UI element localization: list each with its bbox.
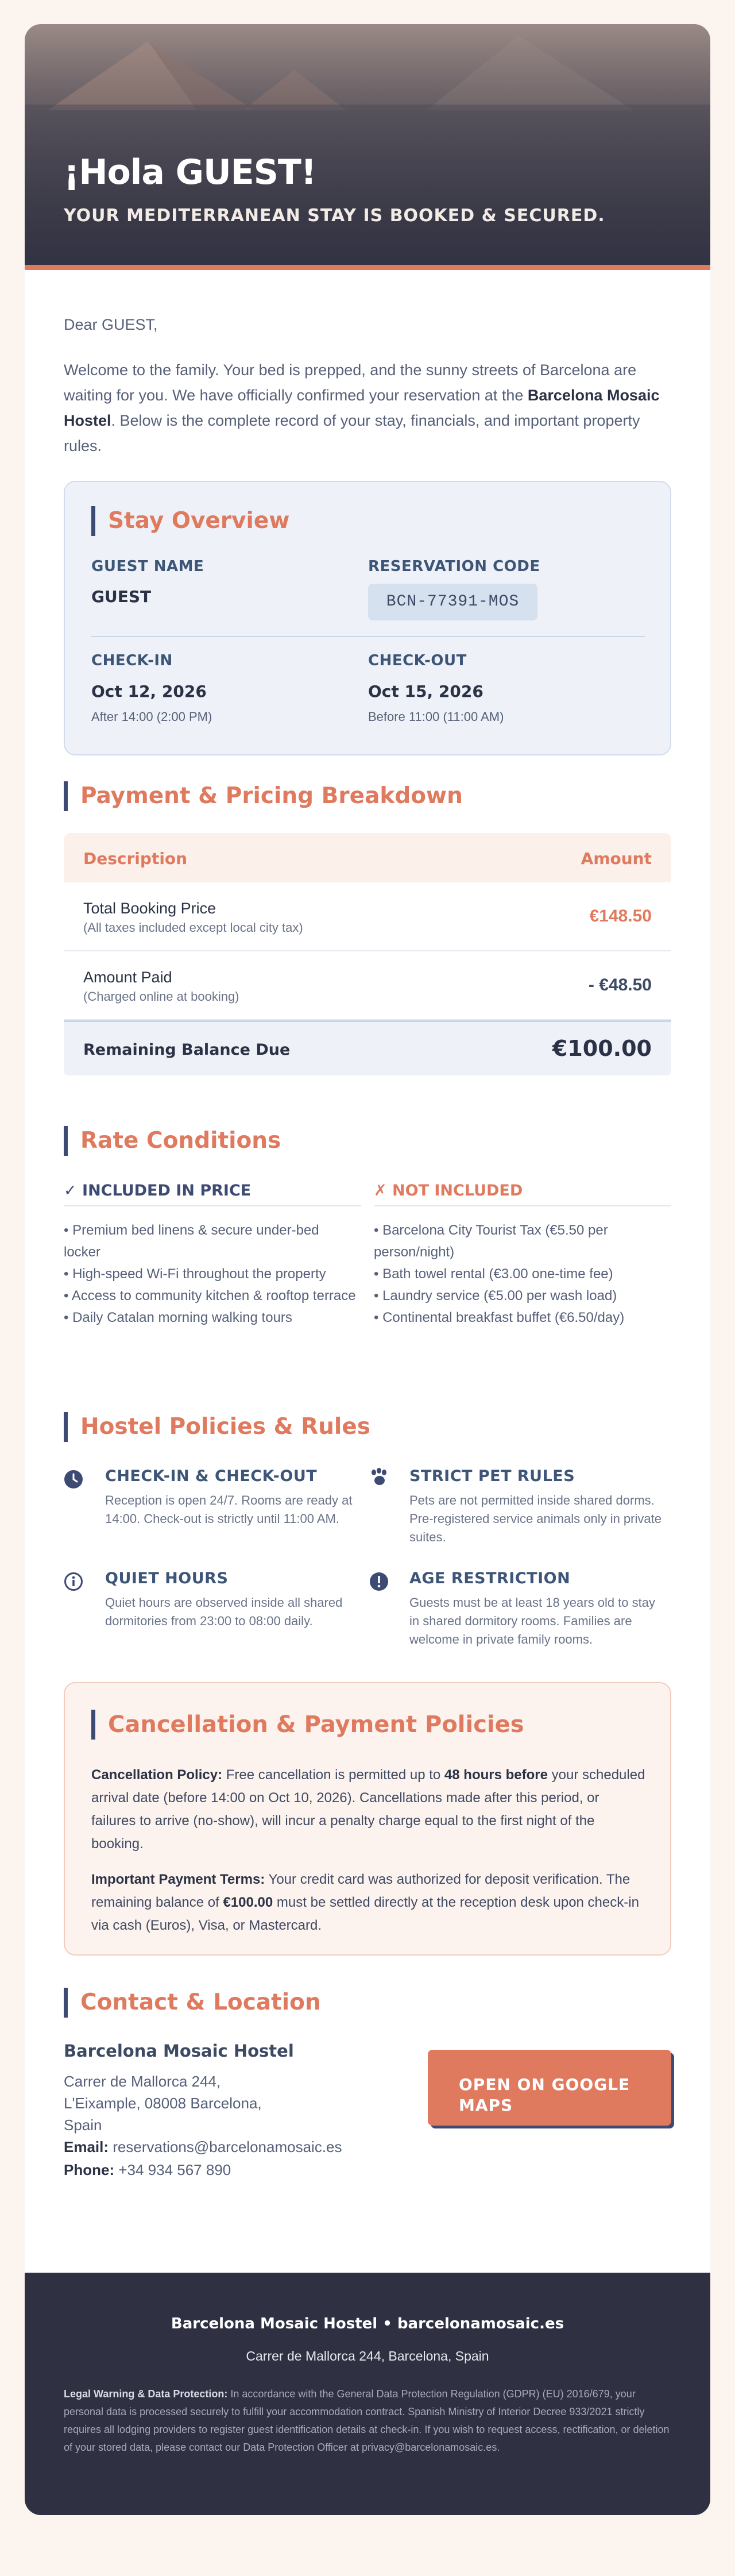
list-item: • Laundry service (€5.00 per wash load) xyxy=(374,1288,617,1304)
table-row-balance-due xyxy=(64,1020,671,1075)
reservation-code-label: RESERVATION CODE xyxy=(368,558,540,575)
row-amount: - €48.50 xyxy=(588,975,652,994)
hero-subtitle: YOUR MEDITERRANEAN STAY IS BOOKED & SECURED. xyxy=(64,206,605,226)
cancellation-box xyxy=(64,1682,671,1956)
reservation-code-value: BCN-77391-MOS xyxy=(368,584,537,620)
policy-title-check-in: CHECK-IN & CHECK-OUT xyxy=(105,1467,318,1485)
row-label: Total Booking Price xyxy=(83,900,216,917)
greeting: Dear GUEST, xyxy=(64,316,158,333)
balance-due-label: Remaining Balance Due xyxy=(83,1041,291,1059)
intro-text-2: . Below is the complete record of your stay, financials, and important property rules. xyxy=(64,412,640,454)
hero-title: ¡Hola GUEST! xyxy=(64,152,316,192)
list-item: • Barcelona City Tourist Tax (€5.50 per person/night) xyxy=(374,1223,608,1260)
row-amount: €148.50 xyxy=(589,907,652,925)
clock-icon xyxy=(64,1470,83,1489)
address-line: Carrer de Mallorca 244, xyxy=(64,2073,221,2090)
legal-notice xyxy=(64,2385,671,2457)
row-note: (Charged online at booking) xyxy=(83,989,239,1004)
paw-icon xyxy=(369,1468,389,1487)
check-in-date: Oct 12, 2026 xyxy=(91,682,207,701)
footer-address: Carrer de Mallorca 244, Barcelona, Spain xyxy=(246,2349,489,2363)
footer xyxy=(25,2273,710,2515)
check-in-label: CHECK-IN xyxy=(91,652,173,669)
contact-email xyxy=(64,2138,342,2156)
payment-terms-text: Your credit card was authorized for deposit verification. The remaining balance of xyxy=(91,1872,630,1910)
not-included-heading: ✗ NOT INCLUDED xyxy=(374,1182,671,1206)
cancellation-deadline: 48 hours before xyxy=(444,1767,548,1783)
not-included-list xyxy=(374,1220,667,1329)
cancellation-text: Free cancellation is permitted up to xyxy=(222,1767,444,1783)
footer-brand: Barcelona Mosaic Hostel • barcelonamosaic.es xyxy=(171,2315,564,2332)
payment-terms-paragraph xyxy=(91,1868,646,1937)
contact-section-title: Contact & Location xyxy=(64,1988,321,2018)
payment-table xyxy=(64,833,671,1075)
phone-link[interactable]: +34 934 567 890 xyxy=(114,2161,231,2178)
intro-text-1: Welcome to the family. Your bed is prepped, and the sunny streets of Barcelona are waiting for you. We have officially confirmed your reservation at the xyxy=(64,361,637,404)
balance-due-amount: €100.00 xyxy=(552,1036,652,1061)
policy-body-age: Guests must be at least 18 years old to stay in shared dormitory rooms. Families are welcome in private family rooms. xyxy=(409,1595,655,1646)
policy-body-check-in: Reception is open 24/7. Rooms are ready at 14:00. Check-out is strictly until 11:00 AM. xyxy=(105,1493,353,1526)
address-line: L'Eixample, 08008 Barcelona, xyxy=(64,2095,262,2112)
table-row-total-price xyxy=(64,882,671,951)
row-label: Amount Paid xyxy=(83,969,172,986)
guest-name-value: GUEST xyxy=(91,587,152,606)
intro-paragraph xyxy=(64,357,671,458)
check-out-date: Oct 15, 2026 xyxy=(368,682,483,701)
address-line: Spain xyxy=(64,2116,102,2134)
list-item: • Bath towel rental (€3.00 one-time fee) xyxy=(374,1266,613,1282)
included-heading: ✓ INCLUDED IN PRICE xyxy=(64,1182,361,1206)
cancellation-text: your scheduled arrival date (before 14:00 on Oct 10, 2026). Cancellations made after this period, or failures to arrive (no-show), will incur a penalty charge equal to the first night of the booking. xyxy=(91,1767,645,1852)
payment-table-header xyxy=(64,833,671,882)
divider xyxy=(91,636,645,637)
contact-phone xyxy=(64,2161,231,2179)
list-item: • Access to community kitchen & rooftop terrace xyxy=(64,1288,356,1304)
policies-section-title: Hostel Policies & Rules xyxy=(64,1412,370,1442)
cancellation-policy-paragraph xyxy=(91,1764,646,1856)
email-label: Email: xyxy=(64,2138,109,2155)
policy-body-pets: Pets are not permitted inside shared dorms. Pre-registered service animals only in private suites. xyxy=(409,1493,662,1544)
hero-banner xyxy=(25,24,710,270)
check-out-label: CHECK-OUT xyxy=(368,652,467,669)
policy-title-age: AGE RESTRICTION xyxy=(409,1569,571,1587)
legal-text: In accordance with the General Data Protection Regulation (GDPR) (EU) 2016/679, your personal data is processed securely to fulfill your accommodation contract. Spanish Ministry of Interior Decree 933/2021 strictly requires all lodging providers to register guest identification details at check-in. If you wish to request access, rectification, or deletion of your stored data, please contact our Data Protection Officer at privacy@barcelonamosaic.es. xyxy=(64,2388,670,2453)
payment-terms-label: Important Payment Terms: xyxy=(91,1872,265,1887)
payment-terms-balance: €100.00 xyxy=(223,1895,273,1910)
phone-label: Phone: xyxy=(64,2161,115,2178)
list-item: • Premium bed linens & secure under-bed locker xyxy=(64,1223,319,1260)
row-note: (All taxes included except local city tax) xyxy=(83,920,303,935)
rate-conditions-title: Rate Conditions xyxy=(64,1126,281,1156)
pyramids-background-image xyxy=(25,24,710,270)
stay-overview-title: Stay Overview xyxy=(91,506,289,536)
policy-title-pets: STRICT PET RULES xyxy=(409,1467,575,1485)
list-item: • Continental breakfast buffet (€6.50/day) xyxy=(374,1310,625,1325)
amount-column-header: Amount xyxy=(581,849,652,868)
alert-icon xyxy=(369,1572,389,1591)
list-item: • High-speed Wi-Fi throughout the property xyxy=(64,1266,326,1282)
included-list xyxy=(64,1220,357,1329)
table-row-amount-paid xyxy=(64,951,671,1020)
cancellation-policy-label: Cancellation Policy: xyxy=(91,1767,223,1783)
email-link[interactable]: reservations@barcelonamosaic.es xyxy=(109,2138,342,2155)
open-google-maps-button[interactable]: OPEN ON GOOGLE MAPS xyxy=(428,2050,671,2126)
intro-hostel-name: Barcelona Mosaic Hostel xyxy=(64,387,660,429)
guest-name-label: GUEST NAME xyxy=(91,558,204,575)
payment-terms-text: must be settled directly at the reception desk upon check-in via cash (Euros), Visa, or Mastercard. xyxy=(91,1895,639,1933)
policy-body-quiet-hours: Quiet hours are observed inside all shared dormitories from 23:00 to 08:00 daily. xyxy=(105,1595,343,1628)
info-icon xyxy=(64,1572,83,1591)
contact-hostel-name: Barcelona Mosaic Hostel xyxy=(64,2041,294,2061)
list-item: • Daily Catalan morning walking tours xyxy=(64,1310,292,1325)
payment-section-title: Payment & Pricing Breakdown xyxy=(64,781,463,811)
cancellation-title: Cancellation & Payment Policies xyxy=(91,1710,524,1740)
check-out-note: Before 11:00 (11:00 AM) xyxy=(368,709,504,724)
stay-overview-box xyxy=(64,481,671,755)
check-in-note: After 14:00 (2:00 PM) xyxy=(91,709,212,724)
description-column-header: Description xyxy=(83,849,188,868)
policy-title-quiet-hours: QUIET HOURS xyxy=(105,1569,229,1587)
legal-label: Legal Warning & Data Protection: xyxy=(64,2388,228,2400)
email-card xyxy=(25,24,710,2515)
